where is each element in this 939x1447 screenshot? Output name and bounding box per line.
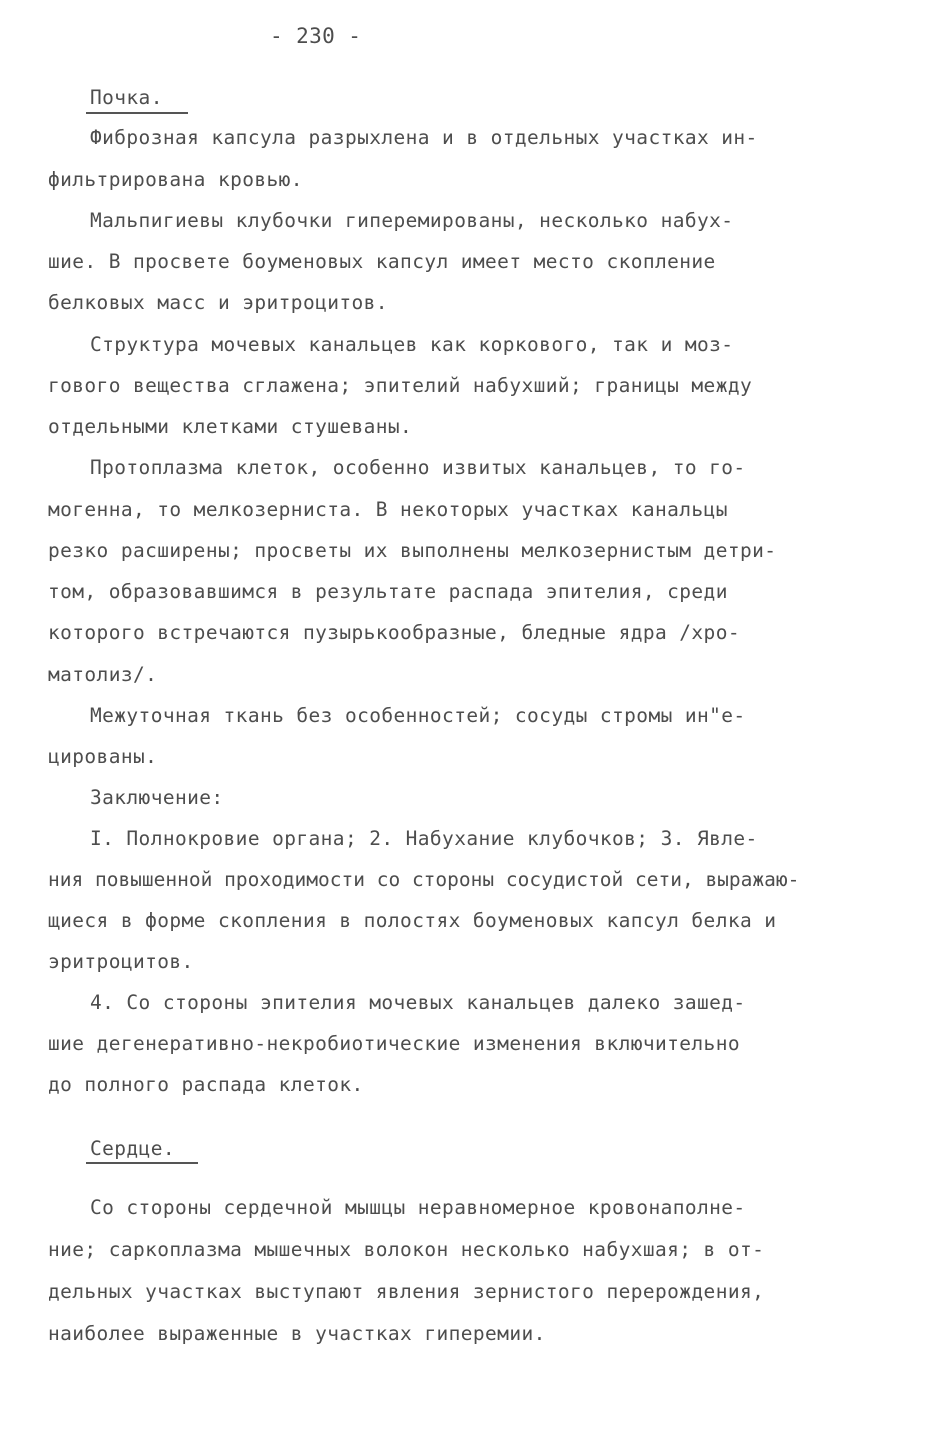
text-line: матолиз/. bbox=[48, 663, 158, 686]
text-line: резко расширены; просветы их выполнены мелкозернистым детри- bbox=[48, 539, 777, 562]
heading-heart: Сердце. bbox=[90, 1137, 175, 1160]
heading-kidney: Почка. bbox=[90, 86, 163, 109]
text-line: I. Полнокровие органа; 2. Набухание клубочков; 3. Явле- bbox=[90, 827, 758, 850]
text-line: щиеся в форме скопления в полостях боуменовых капсул белка и bbox=[48, 909, 777, 932]
text-line: до полного распада клеток. bbox=[48, 1073, 364, 1096]
text-line: эритроцитов. bbox=[48, 950, 194, 973]
page-number: - 230 - bbox=[270, 24, 362, 48]
text-line: том, образовавшимся в результате распада эпителия, среди bbox=[48, 580, 728, 603]
text-line: наиболее выраженные в участках гиперемии. bbox=[48, 1322, 546, 1345]
text-line: могенна, то мелкозерниста. В некоторых участках канальцы bbox=[48, 498, 728, 521]
text-line: Мальпигиевы клубочки гиперемированы, несколько набух- bbox=[90, 209, 734, 232]
text-line: шие дегенеративно-некробиотические изменения включительно bbox=[48, 1032, 740, 1055]
text-line: фильтрирована кровью. bbox=[48, 168, 303, 191]
text-line: цированы. bbox=[48, 745, 158, 768]
text-line: дельных участках выступают явления зернистого перерождения, bbox=[48, 1280, 765, 1303]
text-line: Фиброзная капсула разрыхлена и в отдельных участках ин- bbox=[90, 126, 758, 149]
heading-kidney-underline bbox=[86, 112, 188, 114]
text-line: Протоплазма клеток, особенно извитых канальцев, то го- bbox=[90, 456, 746, 479]
text-line: гового вещества сглажена; эпителий набухший; границы между bbox=[48, 374, 753, 397]
heading-conclusion: Заключение: bbox=[90, 786, 224, 809]
text-line: Структура мочевых канальцев как коркового, так и моз- bbox=[90, 333, 734, 356]
text-line: Межуточная ткань без особенностей; сосуды стромы ин"е- bbox=[90, 704, 746, 727]
text-line: белковых масс и эритроцитов. bbox=[48, 291, 388, 314]
text-line: Со стороны сердечной мышцы неравномерное кровонаполне- bbox=[90, 1196, 746, 1219]
text-line: отдельными клетками стушеваны. bbox=[48, 415, 413, 438]
text-line: ние; саркоплазма мышечных волокон несколько набухшая; в от- bbox=[48, 1238, 765, 1261]
text-line: 4. Со стороны эпителия мочевых канальцев далеко зашед- bbox=[90, 991, 746, 1014]
heading-heart-underline bbox=[86, 1162, 198, 1164]
text-line: ния повышенной проходимости со стороны сосудистой сети, выражаю- bbox=[48, 868, 800, 891]
text-line: шие. В просвете боуменовых капсул имеет место скопление bbox=[48, 250, 716, 273]
text-line: которого встречаются пузырькообразные, бледные ядра /хро- bbox=[48, 621, 740, 644]
